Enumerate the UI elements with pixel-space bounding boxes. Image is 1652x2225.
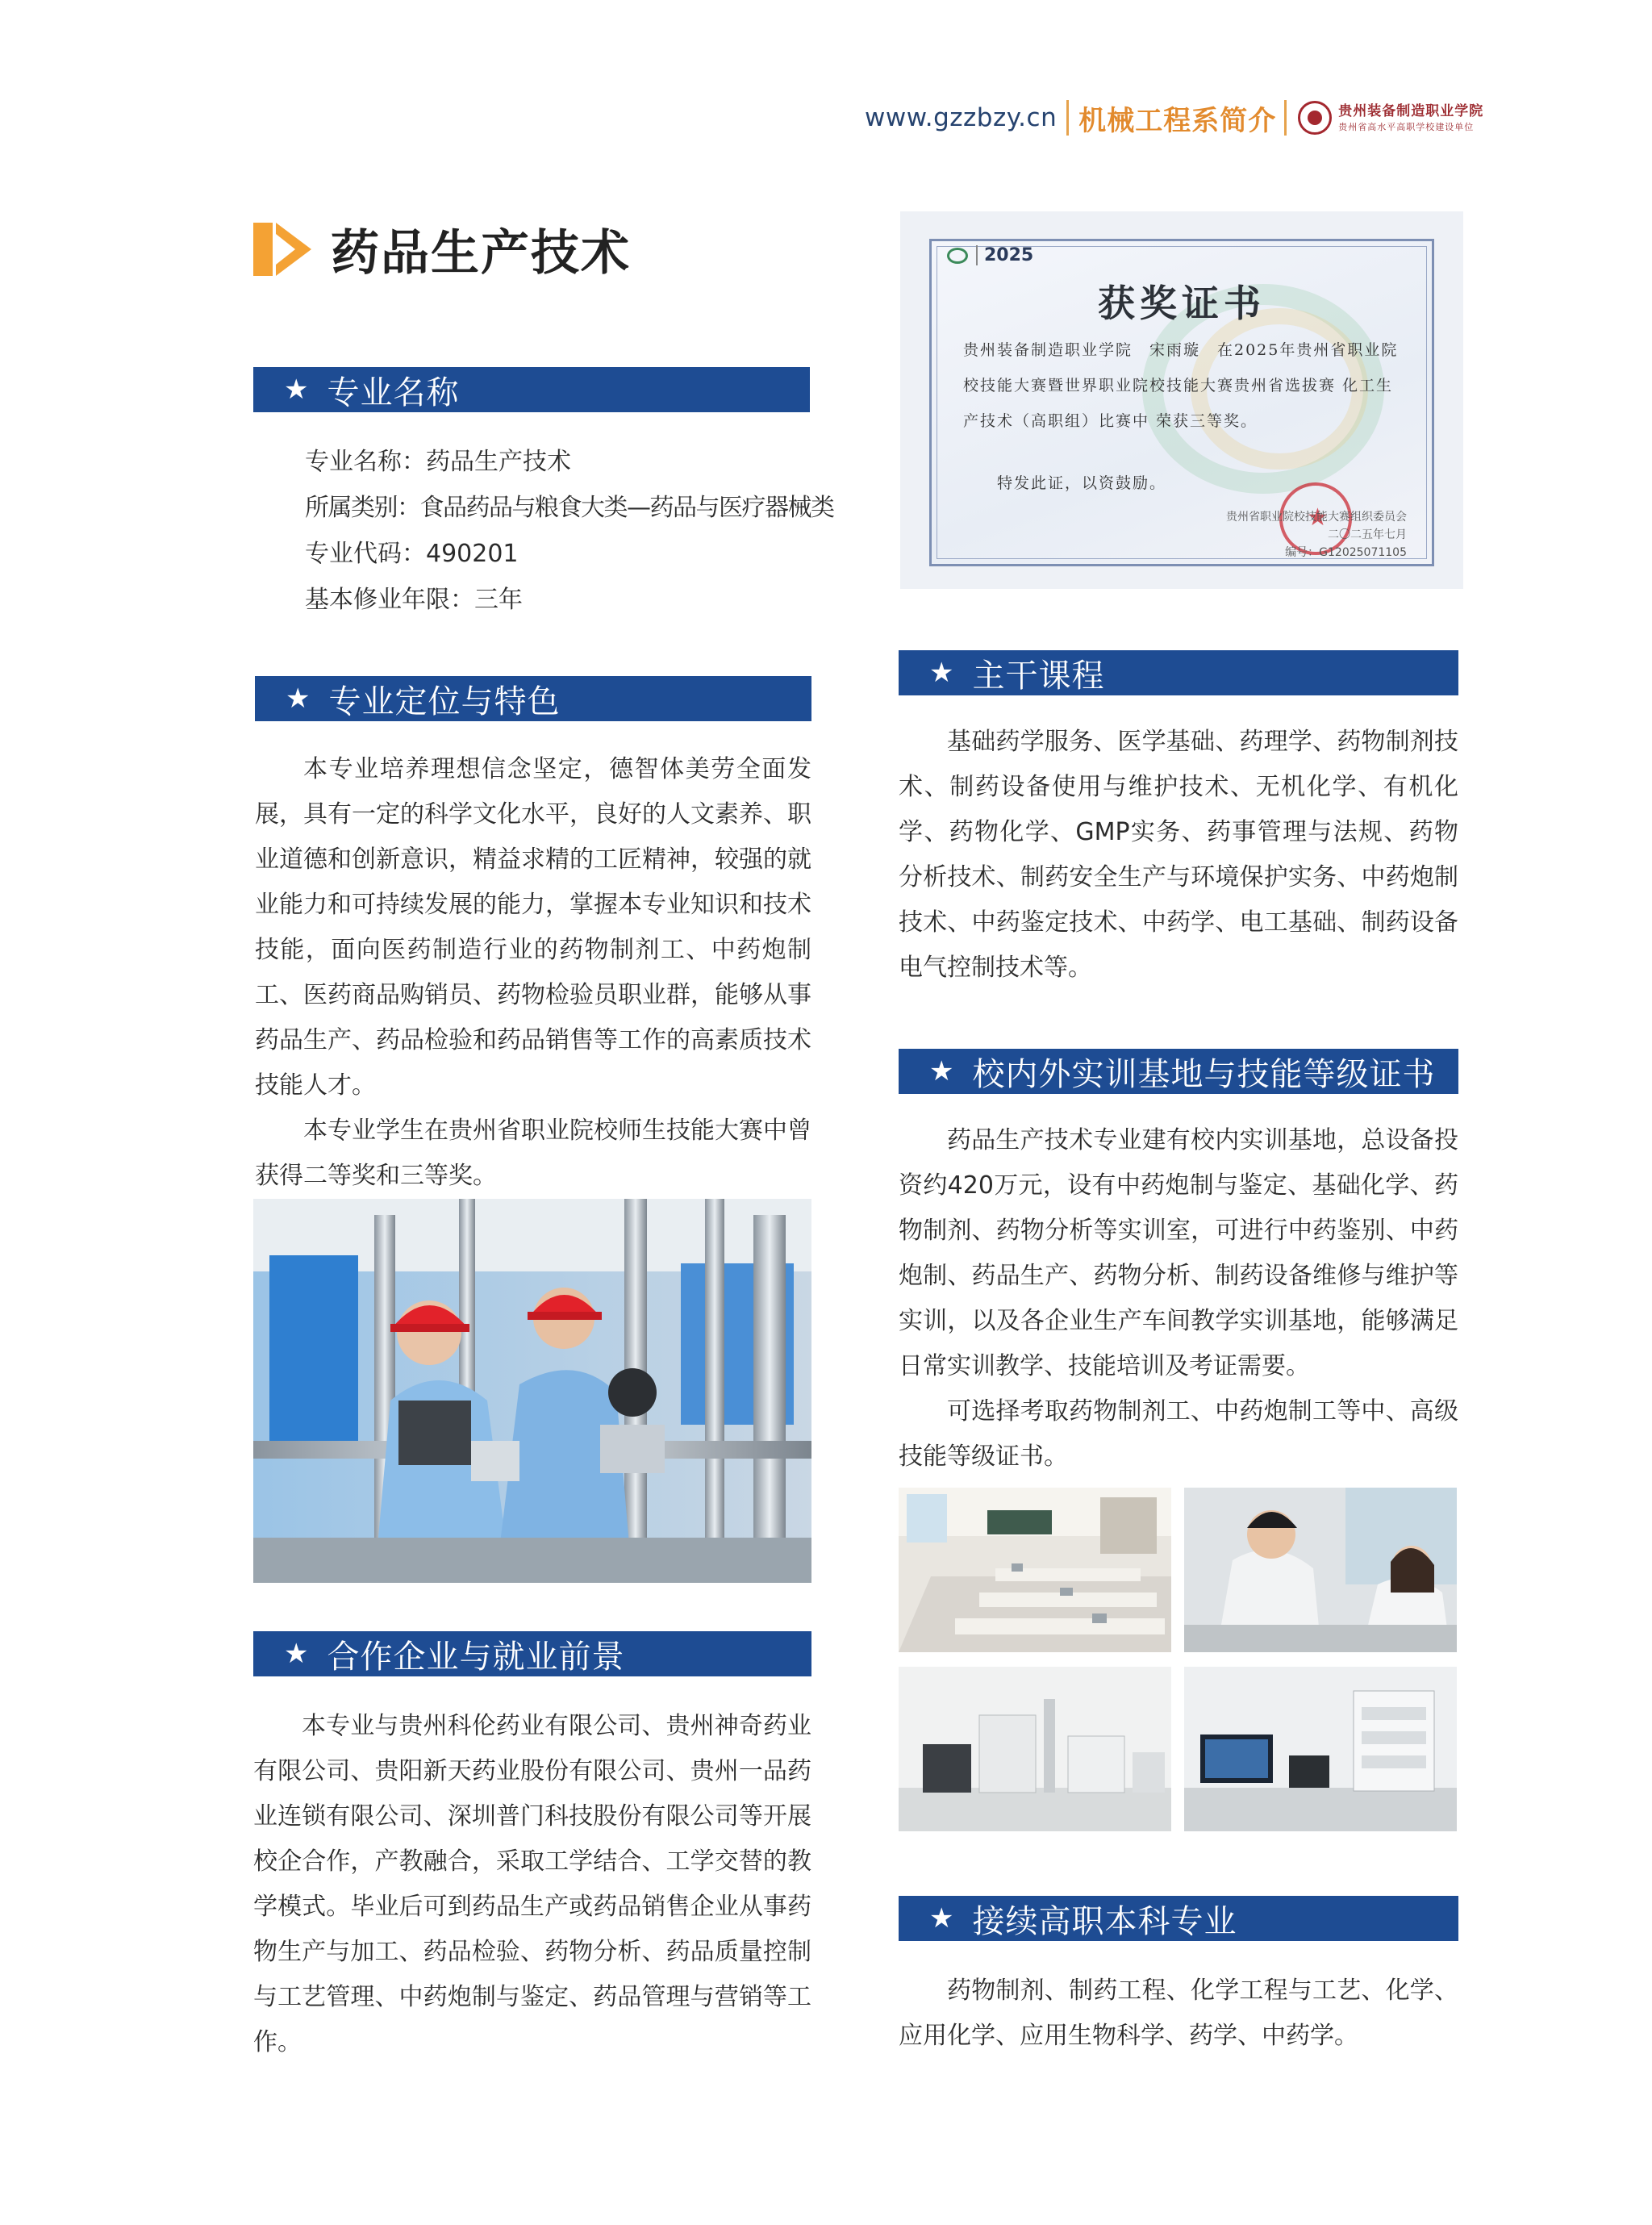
courses-text: [899, 720, 1458, 991]
info-duration: 基本修业年限：三年: [305, 586, 523, 614]
section-heading-text: 专业定位与特色: [328, 683, 561, 720]
positioning-paragraph-2: 本专业学生在贵州省职业院校师生技能大赛中曾获得二等奖和三等奖。: [255, 1117, 811, 1190]
award-certificate-image: [900, 211, 1463, 589]
section-heading-text: 专业名称: [327, 374, 460, 411]
header-title: 机械工程系简介: [1078, 104, 1277, 137]
courses-paragraph-1: 基础药学服务、医学基础、药理学、药物制剂技术、制药设备使用与维护技术、无机化学、有机化学、药物化学、GMP实务、药事管理与法规、药物分析技术、制药安全生产与环境保护实务、中药炮制技术、中药鉴定技术、中药学、电工基础、制药设备电气控制技术等。: [899, 728, 1458, 982]
section-heading-major-name: [253, 367, 810, 412]
star-icon: ★: [284, 1638, 310, 1670]
training-paragraph-1: 药品生产技术专业建有校内实训基地，总设备投资约420万元，设有中药炮制与鉴定、基础化学、药物制剂、药物分析等实训室，可进行中药鉴别、中药炮制、药品生产、药物分析、制药设备维修与维护等实训，以及各企业生产车间教学实训基地，能够满足日常实训教学、技能培训及考证需要。: [899, 1126, 1458, 1380]
certificate-number: 编号：G12025071105: [1285, 546, 1407, 559]
positioning-paragraph-1: 本专业培养理想信念坚定，德智体美劳全面发展，具有一定的科学文化水平，良好的人文素养、职业道德和创新意识，精益求精的工匠精神，较强的就业能力和可持续发展的能力，掌握本专业知识和技术技能，面向医药制造行业的药物制剂工、中药炮制工、医药商品购销员、药物检验员职业群，能够从事药品生产、药品检验和药品销售等工作的高素质技术技能人才。: [255, 755, 811, 1100]
seal-icon: [1298, 101, 1332, 135]
info-major-name: 专业名称：药品生产技术: [305, 448, 571, 476]
competition-logo-icon: [947, 248, 968, 264]
certificate-issuer: 贵州省职业院校技能大赛组织委员会: [1226, 511, 1407, 524]
school-name: 贵州装备制造职业学院: [1338, 102, 1484, 119]
training-paragraph-2: 可选择考取药物制剂工、中药炮制工等中、高级技能等级证书。: [899, 1397, 1458, 1471]
star-icon: ★: [284, 374, 310, 406]
arrow-block-icon: [253, 223, 313, 276]
star-icon: ★: [929, 657, 955, 689]
section-heading-further-study: [899, 1896, 1458, 1941]
section-heading-text: 合作企业与就业前景: [327, 1638, 625, 1676]
certificate-logo: [947, 245, 1033, 265]
section-heading-text: 校内外实训基地与技能等级证书: [972, 1055, 1436, 1093]
certificate-issuer-block: [1226, 508, 1407, 561]
school-logo: [1298, 101, 1483, 135]
star-icon: ★: [286, 683, 311, 715]
major-info-list: [305, 439, 834, 623]
section-heading-cooperation: [253, 1631, 811, 1676]
certificate-title: 获奖证书: [1098, 282, 1266, 325]
further-study-paragraph-1: 药物制剂、制药工程、化学工程与工艺、化学、应用化学、应用生物科学、药学、中药学。: [899, 1977, 1458, 2050]
header-divider: [1066, 100, 1069, 136]
star-icon: ★: [929, 1055, 955, 1087]
training-text: [899, 1118, 1458, 1480]
site-url[interactable]: www.gzzbzy.cn: [865, 103, 1058, 132]
page-title-block: [253, 215, 631, 284]
certificate-body: 贵州装备制造职业学院 宋雨璇 在2025年贵州省职业院校技能大赛暨世界职业院校技能大赛贵州省选拔赛 化工生产技术（高职组）比赛中 荣获三等奖。: [963, 341, 1399, 430]
info-code: 专业代码：490201: [305, 540, 519, 568]
instrument-photo-2: [1184, 1667, 1457, 1831]
certificate-logo-year: 2025: [976, 245, 1033, 265]
cooperation-text: [253, 1704, 811, 2065]
cooperation-paragraph-1: 本专业与贵州科伦药业有限公司、贵州神奇药业有限公司、贵阳新天药业股份有限公司、贵州一品药业连锁有限公司、深圳普门科技股份有限公司等开展校企合作，产教融合，采取工学结合、工学交替的教学模式。毕业后可到药品生产或药品销售企业从事药物生产与加工、药品检验、药物分析、药品质量控制与工艺管理、中药炮制与鉴定、药品管理与营销等工作。: [253, 1712, 811, 2056]
page-title: 药品生产技术: [331, 225, 631, 282]
training-room-photo: [899, 1488, 1171, 1652]
students-lab-photo: [1184, 1488, 1457, 1652]
further-study-text: [899, 1968, 1458, 2059]
section-heading-courses: [899, 650, 1458, 695]
star-icon: ★: [929, 1902, 955, 1935]
positioning-text: [255, 747, 811, 1199]
section-heading-training: [899, 1049, 1458, 1094]
instrument-photo-1: [899, 1667, 1171, 1831]
page-header: [865, 95, 1483, 140]
section-heading-positioning: [255, 676, 811, 721]
section-heading-text: 主干课程: [972, 657, 1105, 695]
header-divider-2: [1284, 100, 1287, 136]
school-subtitle: 贵州省高水平高职学校建设单位: [1338, 121, 1475, 132]
lab-workers-photo: [253, 1199, 811, 1583]
section-heading-text: 接续高职本科专业: [972, 1902, 1237, 1940]
certificate-date: 二〇二五年七月: [1328, 528, 1407, 541]
certificate-closing: 特发此证，以资鼓励。: [997, 474, 1167, 492]
info-category: 所属类别：食品药品与粮食大类—药品与医疗器械类: [305, 494, 834, 522]
